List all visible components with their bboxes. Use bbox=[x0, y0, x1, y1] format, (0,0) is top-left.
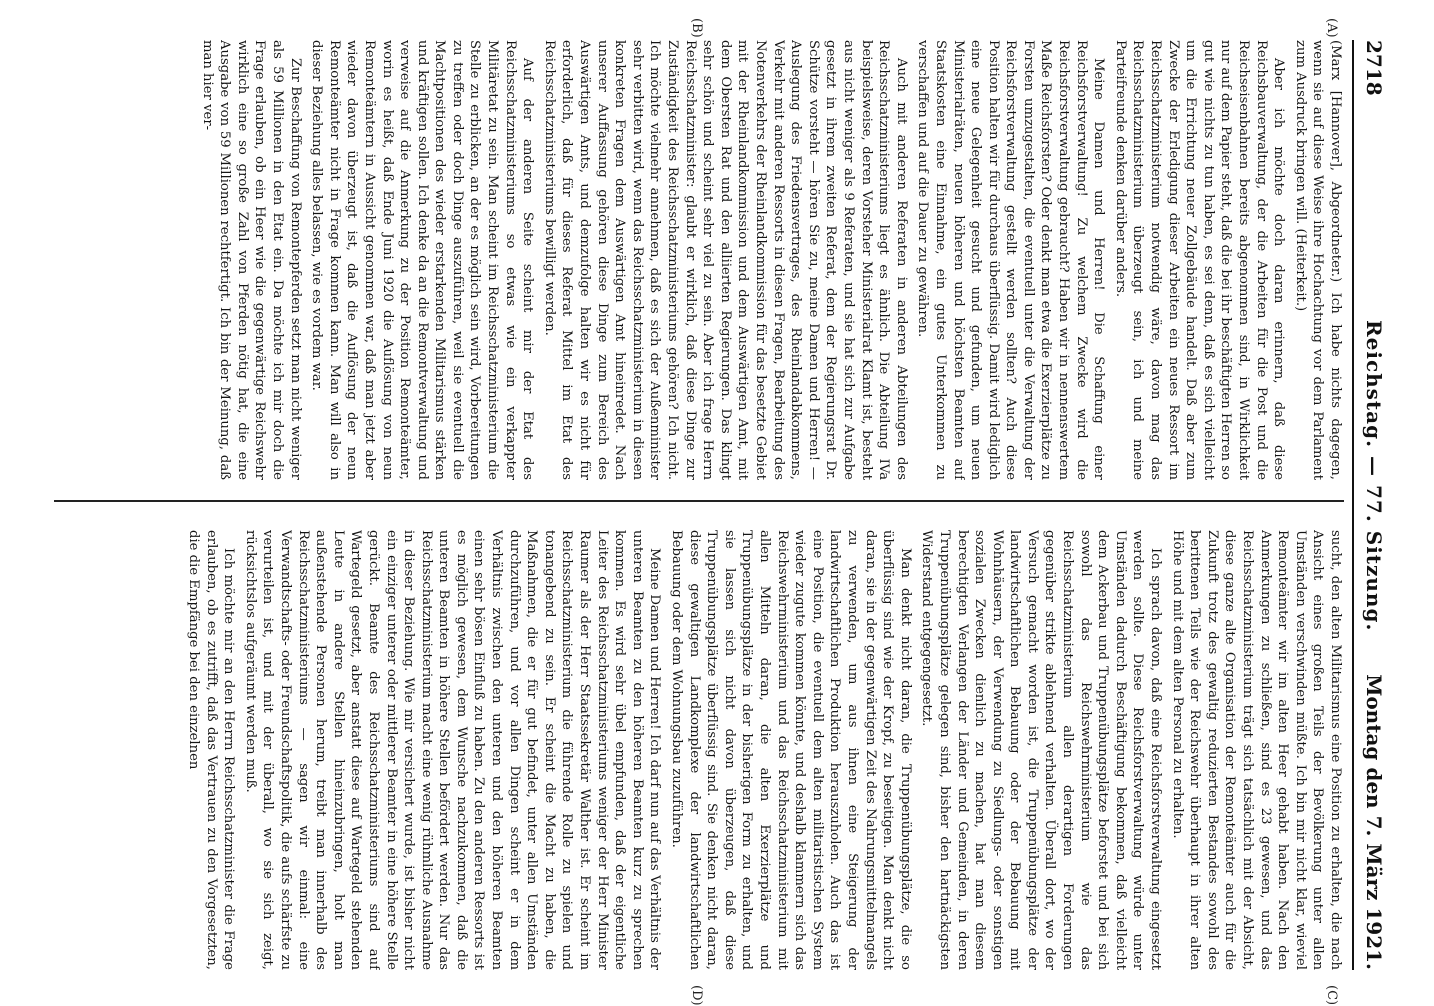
paragraph: Auch mit anderen Referaten in anderen Abteilungen des Reichsschatzministeriums liegt es ähnlich. Die Abteilung IVa beispielsweise, deren Vorsteher Ministerialrat Klamt ist, besteht aus nicht weniger als 9 Referaten, und sie hat sich zur Aufgabe gesetzt in ihrem zweiten Referat, dem der Regierungsrat Dr. Schütze vorsteht — hören Sie zu, meine Damen und Herren! — Auslegung des Friedensvertrages, des Rheinlandabkommens, Verkehr mit anderen Ressorts in diesen Fragen, Bearbeitung des Notenverkehrs der Rheinlandkommission für das besetzte Gebiet mit der Rheinlandkommission und dem Auswärtigen Amt, mit dem Obersten Rat und den alliierten Regierungen. Das klingt sehr schön und scheint sehr viel zu sein. Aber ich frage Herrn Reichsschatzminister: glaubt er wirklich, daß diese Dinge zur Zuständigkeit des Reichsschatzministeriums gehören? Ich nicht. Ich möchte vielmehr annehmen, daß es sich der Außenminister sehr verbitten wird, wenn das Reichsschatzministerium in diesen konkreten Fragen dem Auswärtigen Amt hineinredet. Nach unserer Auffassung gehören diese Dinge zum Bereich des Auswärtigen Amts, und demzufolge halten wir es nicht für erforderlich, daß für dieses Referat Mittel im Etat des Reichsschatzministeriums bewilligt werden. bbox=[541, 40, 909, 480]
paragraph: Ich möchte mir an den Herrn Reichsschatzminister die Frage erlauben, ob es zutrifft, daß das Vertrauen zu den Vorgesetzten, die die Empfänge bei den einzelnen bbox=[186, 530, 237, 970]
paragraph: Aber ich möchte doch daran erinnern, daß diese Reichsbauverwaltung, der die Arbeiten für die Post und die Reichseisenbahnen bereits abgenommen sind, in Wirklichkeit nur auf dem Papier steht, daß die bei ihr beschäftigten Herren so gut wie nichts zu tun haben, es sei denn, daß es sich vielleicht um die Errichtung neuer Zollgebäude handelt. Daß aber zum Zwecke der Erledigung dieser Arbeiten ein neues Ressort im Reichsschatzministerium notwendig wäre, davon mag das Reichsschatzministerium überzeugt sein, ich und meine Parteifreunde denken darüber anders. bbox=[1112, 40, 1287, 480]
margin-marker-b: (B) bbox=[689, 18, 704, 38]
page-number: 2718 bbox=[1362, 40, 1386, 96]
left-text-column bbox=[44, 40, 1344, 480]
paragraph: Ich sprach davon, daß eine Reichsforstverwaltung eingesetzt werden sollte. Diese Reichsforstverwaltung würde unter Umständen dadurch Beschäftigung bekommen, daß vielleicht dem Ackerbau und Truppenübungsplätze beforstet und bei sich sowohl das Reichswehrministerium wie das Reichsschatzministerium allen derartigen Forderungen gegenüber strikte ablehnend verhalten. Überall dort, wo der Versuch gemacht worden ist, die Truppenübungsplätze der landwirtschaftlichen Bebauung oder der Bebauung mit Wohnhäusern, der Verwendung zu Siedlungs- oder sonstigen sozialen Zwecken dienlich zu machen, hat man diesem berechtigten Verlangen der Länder und Gemeinden, in deren Truppenübungsplätze gelegen sind, bisher den hartnäckigsten Widerstand entgegengesetzt. bbox=[919, 530, 1164, 970]
paragraph: Man denkt nicht daran, die Truppenübungsplätze, die so überflüssig sind wie der Kropf, zu beseitigen. Man denkt nicht daran, sie in der gegenwärtigen Zeit des Nahrungsmittelmangels zu verwenden, um aus ihnen eine Steigerung der landwirtschaftlichen Produktion herauszuholen. Auch das ist eine Position, die eventuell dem alten militaristischen System wieder zugute kommen könnte, und deshalb klammern sich das Reichswehrministerium und das Reichsschatzministerium mit allen Mitteln daran, die alten Exerzierplätze und Truppenübungsplätze in der bisherigen Form zu erhalten, und sie lassen sich nicht davon überzeugen, daß diese Truppenübungsplätze überflüssig sind. Sie denken nicht daran, diese gewaltigen Landkomplexe der landwirtschaftlichen Bebauung oder dem Wohnungsbau zuzuführen. bbox=[669, 530, 913, 970]
paragraph: Meine Damen und Herren! Ich darf nun auf das Verhältnis der unteren Beamten zu den höheren Beamten kurz zu sprechen kommen. Es wird sehr übel empfunden, daß der eigentliche Leiter des Reichsschatzministeriums weniger der Herr Minister Raumer als der Herr Staatssekretär Walther ist. Er scheint im Reichsschatzministerium die führende Rolle zu spielen und tonangebend zu sein. Er scheint die Macht zu haben, die Maßnahmen, die er für gut befindet, unter allen Umständen durchzuführen, und vor allen Dingen scheint er in dem Verhältnis zwischen den unteren und den höheren Beamten einen sehr bösen Einfluß zu haben. Zu den anderen Ressorts ist es möglich gewesen, dem Wunsche nachzukommen, daß die unteren Beamten in höhere Stellen befördert werden. Nur das Reichsschatzministerium macht eine wenig rühmliche Ausnahme in dieser Beziehung. Wie mir versichert wurde, ist bisher nicht ein einziger unterer oder mittlerer Beamter in eine höhere Stelle gerückt. Beamte des Reichsschatzministeriums sind auf Wartegeld gesetzt, aber anstatt diese auf Wartegeld stehenden Leute in andere Stellen hineinzubringen, holt man außenstehende Personen herum, treibt man innerhalb des Reichsschatzministeriums — sagen wir einmal: eine Verwandtschafts- oder Freundschaftspolitik, die aufs schärfste zu verurteilen ist, und mit der überall, wo sie sich zeigt, rücksichtslos aufgeräumt werden muß. bbox=[242, 530, 663, 970]
paragraph: (Marx [Hannover], Abgeordneter.) Ich habe nichts dagegen, wenn sie auf diese Weise ihre Hochachtung vor dem Parlament zum Ausdruck bringen will. (Heiterkeit.) bbox=[1292, 40, 1343, 480]
right-text-column bbox=[44, 530, 1344, 970]
margin-marker-a: (A) bbox=[1324, 18, 1339, 38]
margin-marker-d: (D) bbox=[689, 985, 704, 1006]
page-title: Reichstag. — 77. Sitzung. bbox=[1362, 320, 1386, 632]
paragraph: sucht, den alten Militarismus eine Position zu erhalten, die nach Ansicht eines großen Teils der Bevölkerung unter allen Umständen verschwinden müßte. Ich bin mir nicht klar, wieviel Remonteämter wir im alten Heer gehabt haben. Nach den Anmerkungen zu schließen, sind es 23 gewesen, und das Reichsschatzministerium trägt sich tatsächlich mit der Absicht, diese ganze alte Organisation der Remonteämter auch für die Zukunft trotz des gewaltig reduzierten Bestandes sowohl des berittenen Teils wie der Reichswehr überhaupt in ihrer alten Höhe und mit dem alten Personal zu erhalten. bbox=[1169, 530, 1343, 970]
margin-marker-c: (C) bbox=[1324, 985, 1339, 1006]
paragraph: Auf der anderen Seite scheint mir der Etat des Reichsschatzministeriums so etwas wie ein verkappter Militäretat zu sein. Man scheint im Reichsschatzministerium die Stelle zu erblicken, an der es möglich sein wird, Vorbereitungen zu treffen oder doch Dinge auszuführen, weil sie eventuell die Machtpositionen des wieder erstarkenden Militarismus stärken und kräftigen sollen. Ich denke da an die Remontverwaltung und verweise auf die Anmerkung zu der Position Remonteämter, worin es heißt, daß Ende Juni 1920 die Auflösung von neun Remonteämtern in Aussicht genommen war, daß man jetzt aber wieder davon überzeugt ist, daß die Auflösung der neun Remonteämter nicht in Frage kommen kann. Man will also in dieser Beziehung alles belassen, wie es vordem war. bbox=[309, 40, 536, 480]
session-date: Montag den 7. März 1921. bbox=[1362, 674, 1386, 970]
paragraph: Meine Damen und Herren! Die Schaffung einer Reichsforstverwaltung! Zu welchem Zwecke wird die Reichsforstverwaltung gebraucht? Haben wir in nennenswertem Maße Reichsforsten? Oder denkt man etwa die Exerzierplätze zu Forsten umzugestalten, die eventuell unter die Verwaltung der Reichsforstverwaltung gestellt werden sollten? Auch diese Position halten wir für durchaus überflüssig. Damit wird lediglich eine neue Gelegenheit gesucht und gefunden, um neuen Ministerialräten, neuen höheren und höchsten Beamten auf Staatskosten eine Einnahme, ein gutes Unterkommen zu verschaffen und auf die Dauer zu gewähren. bbox=[915, 40, 1107, 480]
paragraph: Zur Beschaffung von Remontepferden setzt man nicht weniger als 59 Millionen in den Etat ein. Da möchte ich mir doch die Frage erlauben, ob ein Heer wie die gegenwärtige Reichswehr wirklich eine so große Zahl von Pferden nötig hat, die eine Ausgabe von 59 Millionen rechtfertigt. Ich bin der Meinung, daß man hier ver- bbox=[199, 40, 303, 480]
column-divider bbox=[54, 500, 1344, 502]
page-header bbox=[1352, 40, 1394, 970]
